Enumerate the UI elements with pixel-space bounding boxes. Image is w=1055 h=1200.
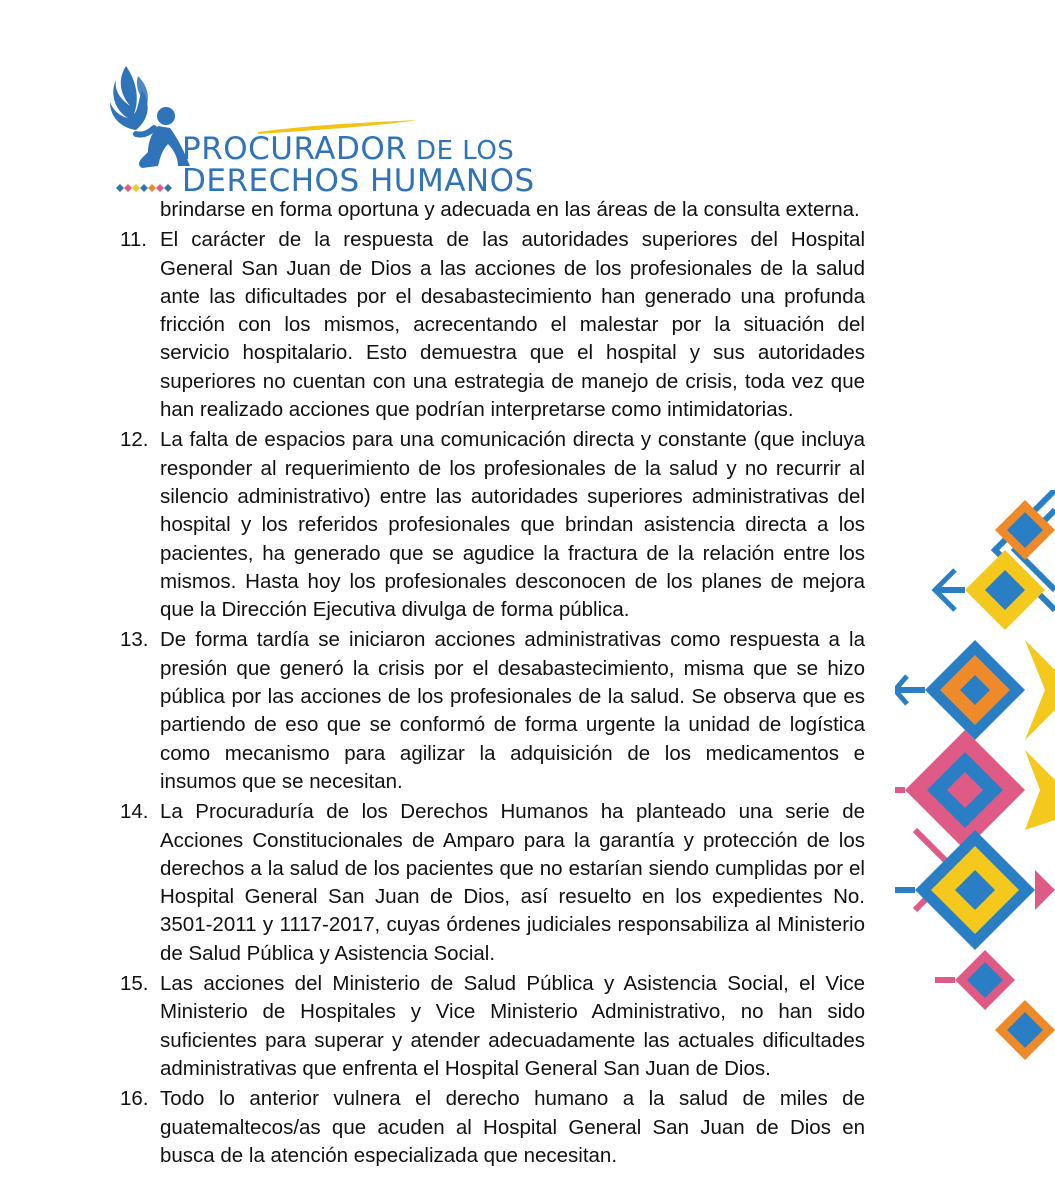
item-text: De forma tardía se iniciaron acciones administrativas como respuesta a la presión que generó la crisis por el desabastecimiento, misma que se hizo pública por las acciones de los profesionales de la salud. Se observa que es partiendo de eso que se conformó de forma urgente la unidad de logística como mecanismo para agilizar la adquisición de los medicamentos e insumos que se necesitan. — [160, 628, 865, 793]
list-item — [120, 1085, 865, 1170]
item-text: El carácter de la respuesta de las autoridades superiores del Hospital General San Juan de Dios a las acciones de los profesionales de la salud ante las dificultades por el desabastecimiento han generado una profunda fricción con los mismos, acrecentando el malestar por la situación del servicio hospitalario. Esto demuestra que el hospital y sus autoridades superiores no cuentan con una estrategia de manejo de crisis, toda vez que han realizado acciones que podrían interpretarse como intimidatorias. — [160, 228, 865, 422]
item-number: 11. — [120, 228, 147, 252]
document-body — [120, 196, 865, 1170]
list-item — [120, 626, 865, 796]
item-text: Todo lo anterior vulnera el derecho humano a la salud de miles de guatemaltecos/as que acuden al Hospital General San Juan de Dios en busca de la atención especializada que necesitan. — [160, 1087, 865, 1167]
item-text: La Procuraduría de los Derechos Humanos ha planteado una serie de Acciones Constitucionales de Amparo para la garantía y protección de los derechos a la salud de los pacientes que no estarían siendo cumplidas por el Hospital General San Juan de Dios, así resuelto en los expedientes No. 3501-2011 y 1117-2017, cuyas órdenes judiciales responsabiliza al Ministerio de Salud Pública y Asistencia Social. — [160, 800, 865, 965]
numbered-list — [120, 226, 865, 1170]
list-item — [120, 798, 865, 968]
item-text: Las acciones del Ministerio de Salud Pública y Asistencia Social, el Vice Ministerio de Hospitales y Vice Ministerio Administrativo, no han sido suficientes para superar y atender adecuadamente las actuales dificultades administrativas que enfrenta el Hospital General San Juan de Dios. — [160, 972, 865, 1080]
list-item — [120, 226, 865, 424]
list-item — [120, 426, 865, 624]
item-number: 16. — [120, 1087, 149, 1111]
logo-line-2: DERECHOS HUMANOS — [182, 163, 535, 199]
item-number: 14. — [120, 800, 149, 824]
logo-word-de-los: DE LOS — [407, 136, 515, 166]
woven-pattern-decoration — [895, 490, 1055, 1080]
logo-wordmark — [182, 131, 535, 199]
logo-word-procurador: PROCURADOR — [182, 131, 408, 167]
item-number: 13. — [120, 628, 149, 652]
item-text: La falta de espacios para una comunicación directa y constante (que incluya responder al requerimiento de los profesionales de la salud y no recurrir al silencio administrativo) entre las autoridades superiores administrativas del hospital y los referidos profesionales que brindan asistencia directa a los pacientes, ha generado que se agudice la fractura de la relación entre los mismos. Hasta hoy los profesionales desconocen de los planes de mejora que la Dirección Ejecutiva divulga de forma pública. — [160, 428, 865, 622]
continuation-paragraph: brindarse en forma oportuna y adecuada en las áreas de la consulta externa. — [160, 198, 860, 221]
list-item — [120, 970, 865, 1083]
item-number: 15. — [120, 972, 149, 996]
item-number: 12. — [120, 428, 149, 452]
logo-line-1 — [182, 131, 535, 167]
